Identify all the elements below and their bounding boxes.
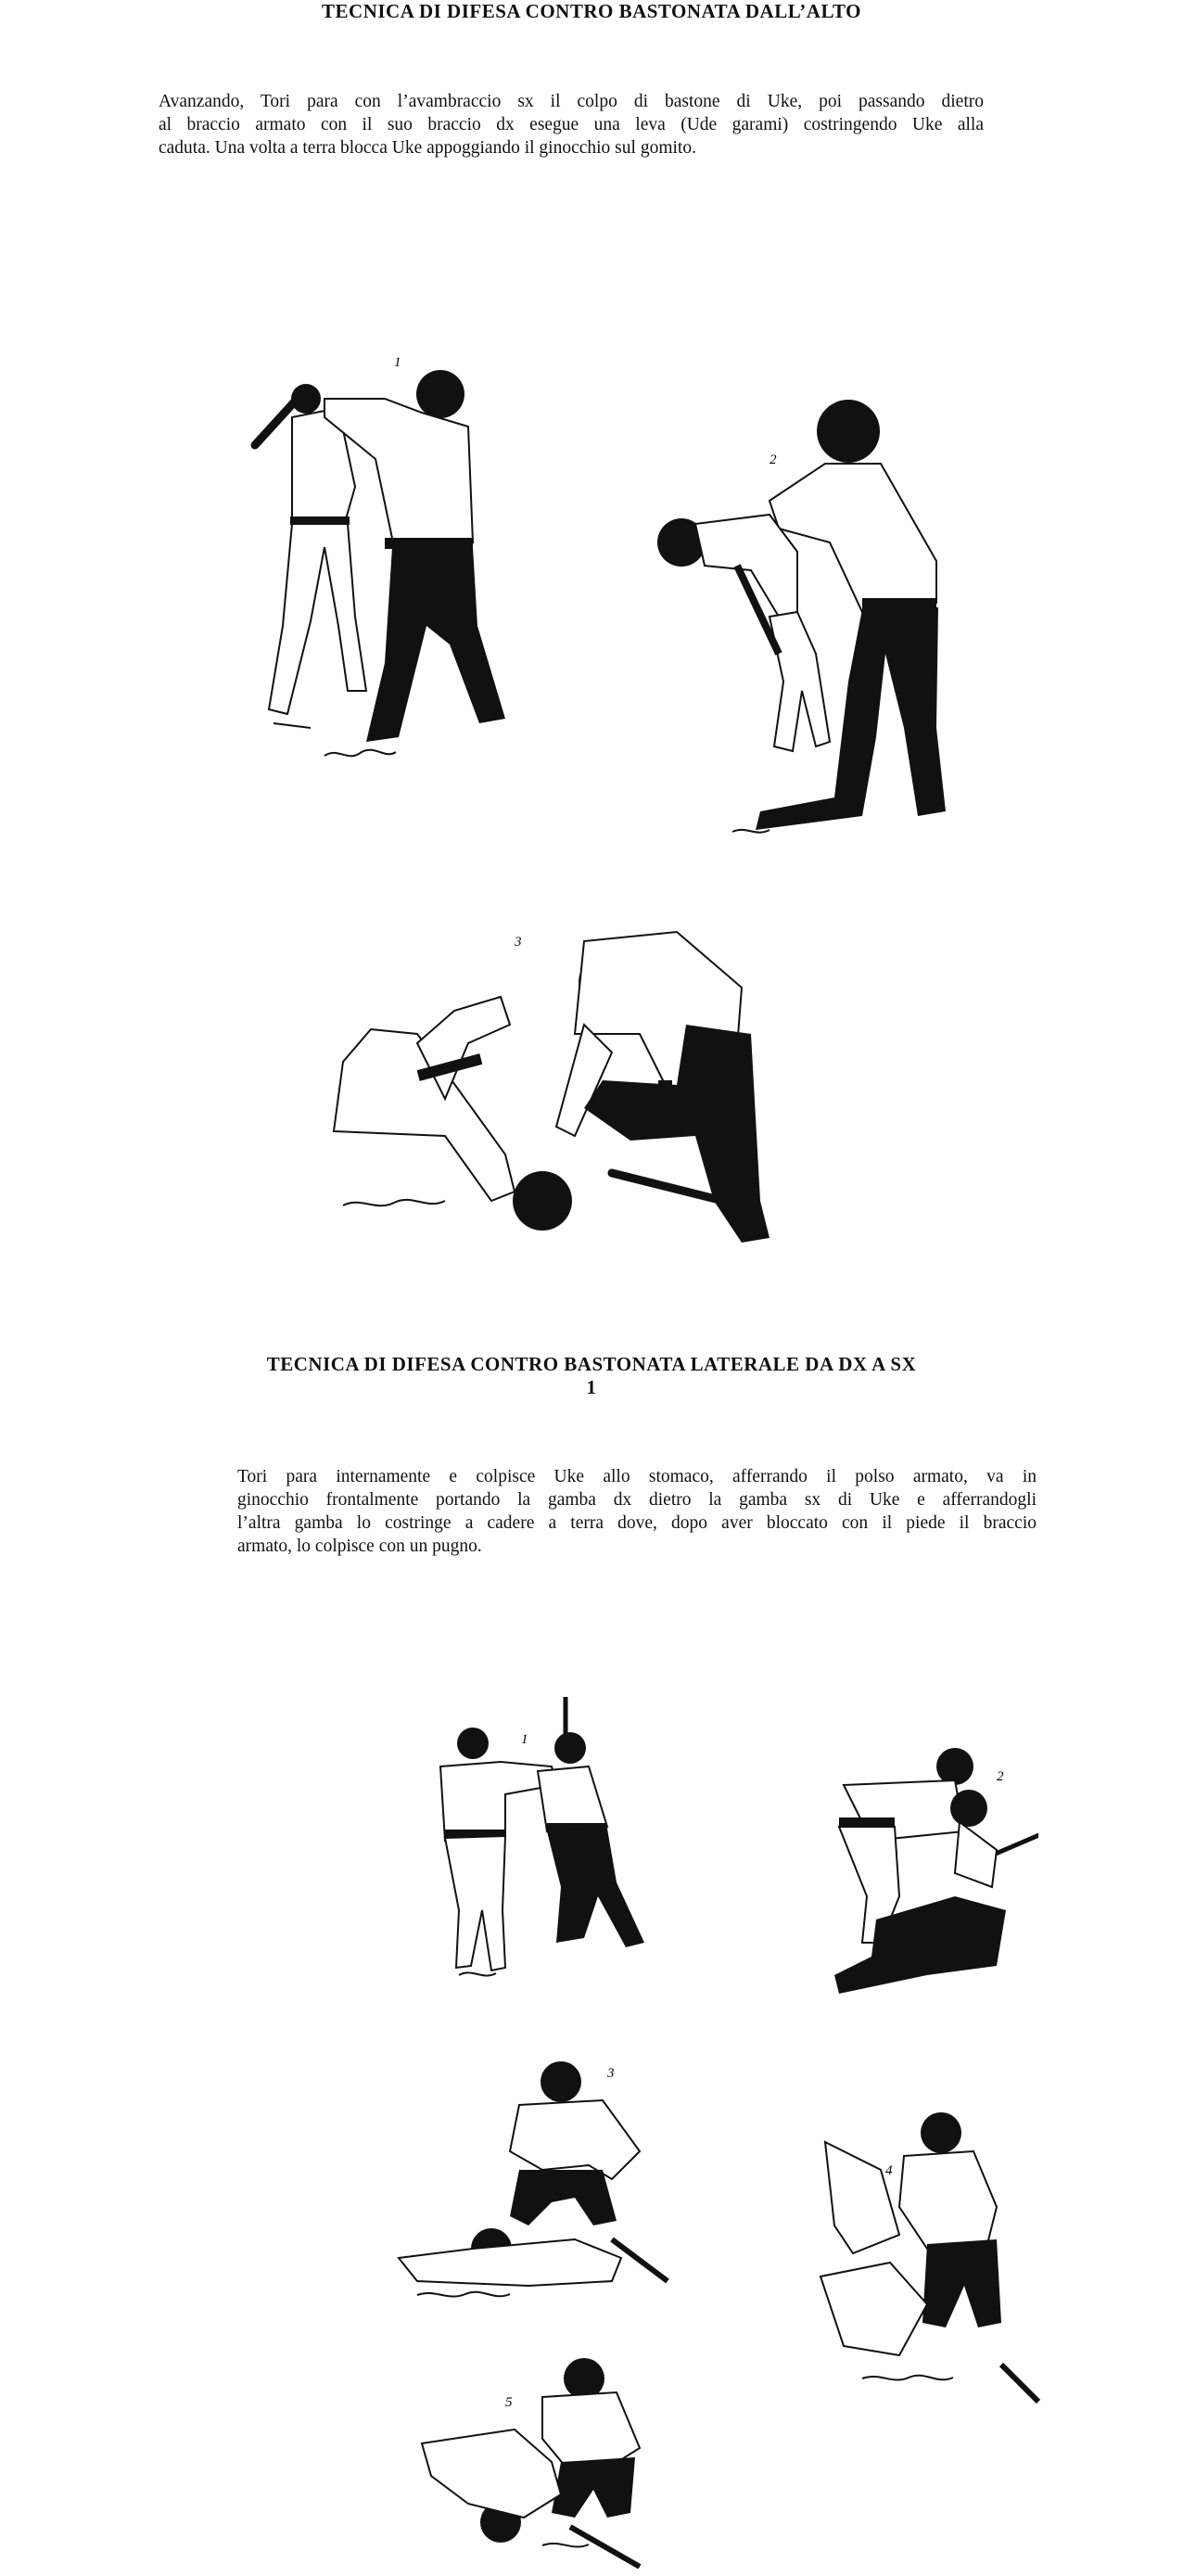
paragraph-line: armato, lo colpisce con un pugno. (237, 1537, 482, 1556)
figure-number: 3 (607, 2066, 615, 2081)
figure-2-3 (389, 2049, 686, 2318)
figure-number: 3 (515, 935, 522, 950)
paragraph-line: ginocchio frontalmente portando la gamba dx dietro la gamba sx di Uke e afferrandogli (237, 1490, 1037, 1510)
figure-number: 1 (394, 355, 401, 370)
paragraph-line: caduta. Una volta a terra blocca Uke appoggiando il ginocchio sul gomito. (159, 138, 696, 158)
section2-subtitle: 1 (586, 1376, 597, 1398)
illustration-foot-block-arm (816, 2105, 1057, 2411)
illustration-punch-finish (413, 2355, 691, 2569)
section2-paragraph (237, 1465, 1037, 1558)
section1-title: TECNICA DI DIFESA CONTRO BASTONATA DALL’ALTO (322, 0, 861, 22)
illustration-knee-on-elbow-pin (306, 923, 788, 1294)
figure-1-1 (236, 348, 515, 784)
figure-2-1 (417, 1697, 677, 1994)
section1-paragraph (159, 90, 984, 159)
figure-number: 5 (505, 2395, 513, 2410)
illustration-takedown (389, 2049, 686, 2318)
illustration-kneeling-leg-grab (797, 1711, 1038, 2008)
figure-number: 2 (770, 453, 777, 467)
figure-2-2 (797, 1711, 1038, 2008)
paragraph-line: l’altra gamba lo costringe a cadere a terra dove, dopo aver bloccato con il piede il braccio (237, 1513, 1037, 1533)
figure-number: 2 (997, 1769, 1004, 1784)
figure-1-3 (306, 923, 788, 1294)
illustration-inside-parry (417, 1697, 677, 1994)
figure-2-4 (816, 2105, 1057, 2411)
paragraph-line: Avanzando, Tori para con l’avambraccio sx il colpo di bastone di Uke, poi passando dietro (159, 92, 984, 111)
figure-number: 4 (885, 2163, 893, 2178)
illustration-arm-lock-ude-garami (640, 376, 973, 858)
paragraph-line: Tori para internamente e colpisce Uke allo stomaco, afferrando il polso armato, va in (237, 1467, 1037, 1486)
figure-1-2 (640, 376, 973, 858)
paragraph-line: al braccio armato con il suo braccio dx esegue una leva (Ude garami) costringendo Uke alla (159, 115, 984, 134)
illustration-parry-overhead-strike (236, 348, 515, 784)
figure-number: 1 (521, 1732, 528, 1747)
figure-2-5 (413, 2355, 691, 2569)
section2-title: TECNICA DI DIFESA CONTRO BASTONATA LATERALE DA DX A SX (266, 1353, 917, 1375)
